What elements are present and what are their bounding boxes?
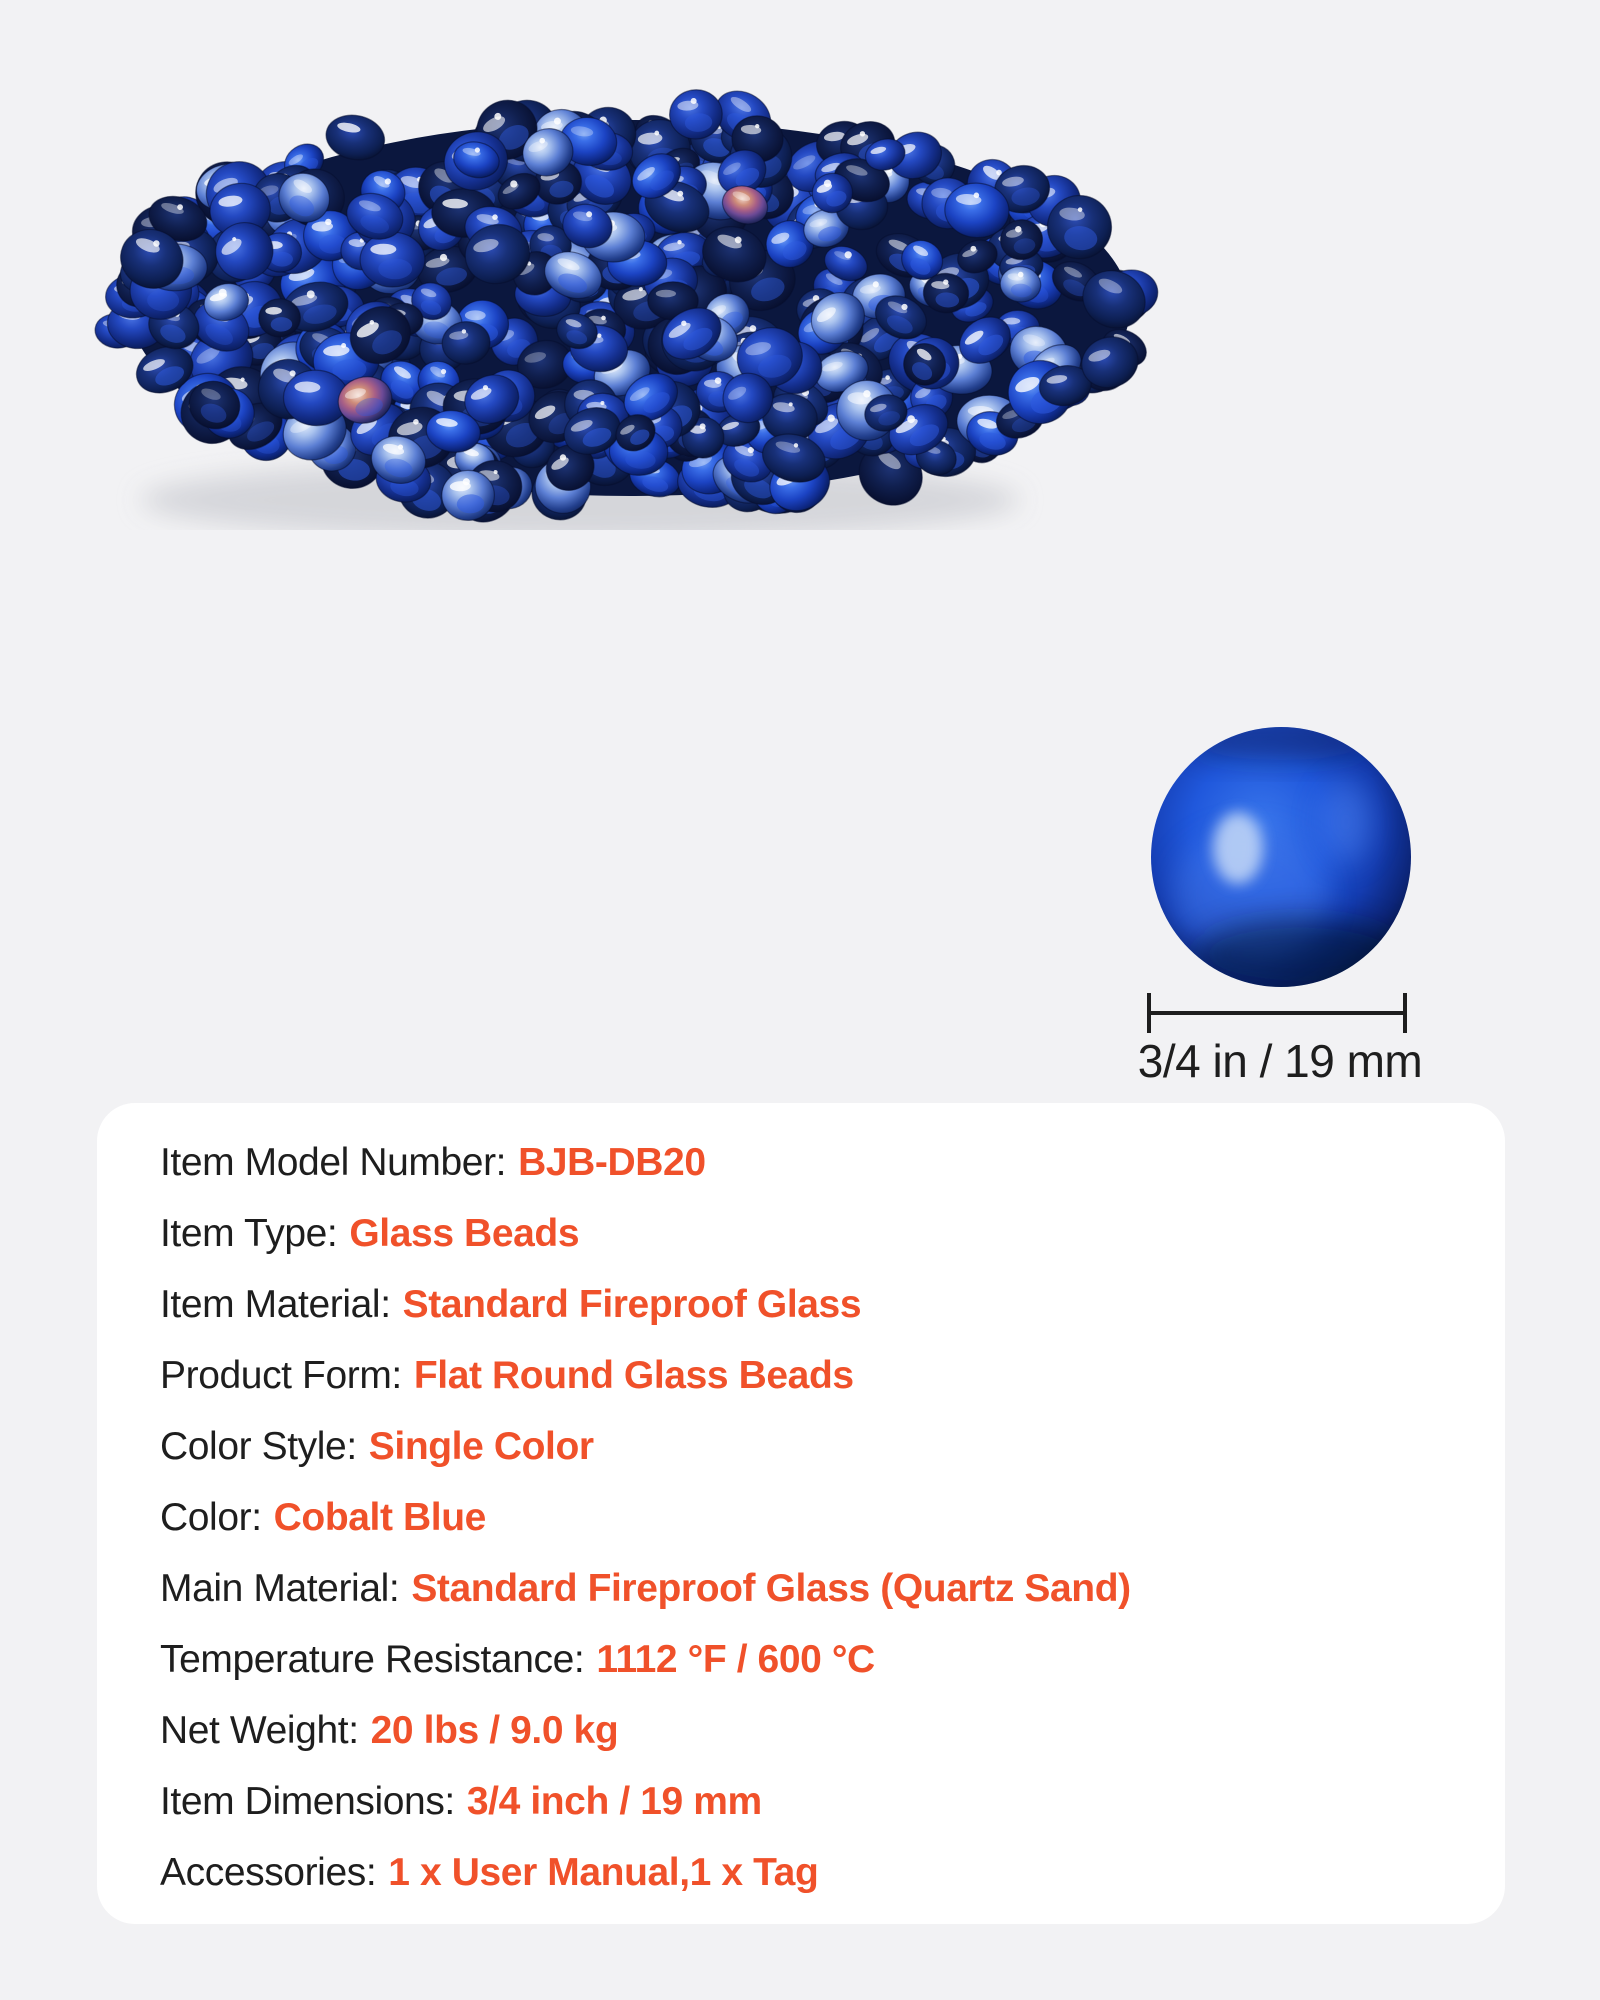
spec-label: Product Form: (160, 1353, 402, 1397)
spec-row-material (160, 1269, 1465, 1340)
spec-row-model (160, 1127, 1465, 1198)
dimension-label: 3/4 in / 19 mm (1137, 1035, 1423, 1087)
spec-value: Standard Fireproof Glass (402, 1282, 862, 1326)
spec-value: 20 lbs / 9.0 kg (370, 1708, 619, 1752)
glass-beads-pile-photo (80, 50, 1180, 530)
spec-row-type (160, 1198, 1465, 1269)
spec-card (97, 1103, 1505, 1924)
spec-value: 1 x User Manual,1 x Tag (388, 1850, 819, 1894)
spec-value: BJB-DB20 (518, 1140, 706, 1184)
spec-label: Color Style: (160, 1424, 357, 1468)
spec-label: Item Material: (160, 1282, 391, 1326)
spec-row-dimensions (160, 1766, 1465, 1837)
spec-value: 1112 °F / 600 °C (596, 1637, 875, 1681)
spec-row-temperature (160, 1624, 1465, 1695)
spec-row-net-weight (160, 1695, 1465, 1766)
spec-row-product-form (160, 1340, 1465, 1411)
spec-row-accessories (160, 1837, 1465, 1908)
spec-label: Accessories: (160, 1850, 377, 1894)
spec-value: Glass Beads (349, 1211, 580, 1255)
spec-value: Single Color (368, 1424, 594, 1468)
spec-label: Main Material: (160, 1566, 400, 1610)
spec-label: Color: (160, 1495, 262, 1539)
spec-value: Flat Round Glass Beads (413, 1353, 854, 1397)
spec-row-main-material (160, 1553, 1465, 1624)
spec-value: Standard Fireproof Glass (Quartz Sand) (411, 1566, 1131, 1610)
single-bead-photo (1150, 726, 1412, 988)
spec-label: Item Type: (160, 1211, 338, 1255)
spec-value: Cobalt Blue (273, 1495, 486, 1539)
spec-label: Temperature Resistance: (160, 1637, 585, 1681)
spec-row-color (160, 1482, 1465, 1553)
spec-value: 3/4 inch / 19 mm (466, 1779, 762, 1823)
spec-label: Item Model Number: (160, 1140, 507, 1184)
spec-label: Net Weight: (160, 1708, 359, 1752)
spec-label: Item Dimensions: (160, 1779, 455, 1823)
dimension-bracket (1146, 991, 1408, 1035)
spec-row-color-style (160, 1411, 1465, 1482)
